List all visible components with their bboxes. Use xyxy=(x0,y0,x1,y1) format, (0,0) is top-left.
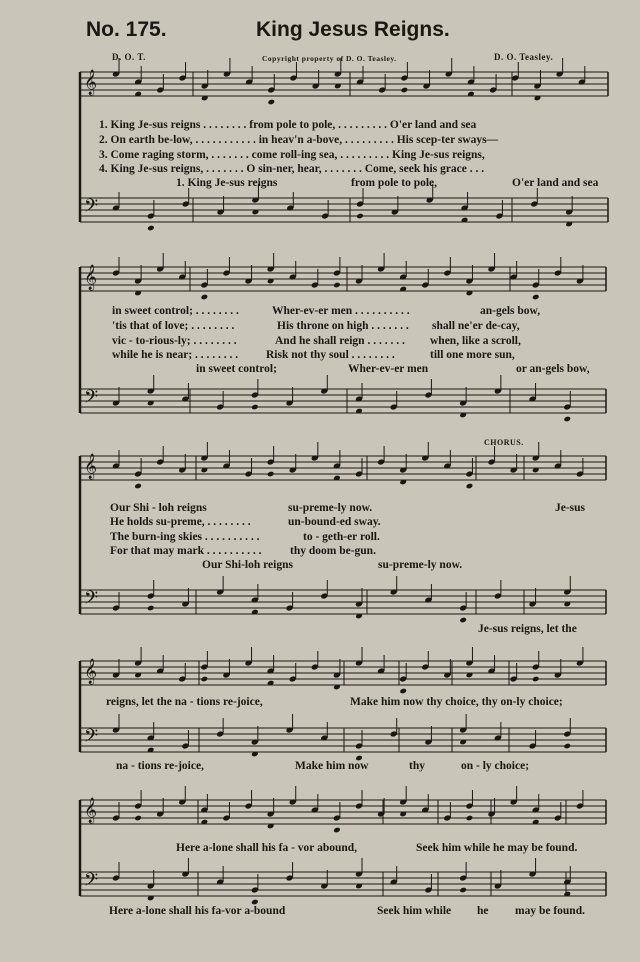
bass-lyric-4a: na - tions re-joice, xyxy=(116,760,204,772)
treble-clef-4: 𝄞 xyxy=(84,659,98,684)
verse-2-line-3a: He holds su-preme, . . . . . . . . xyxy=(110,516,251,528)
bass-3-note-lower xyxy=(459,617,467,624)
verse-1-line-3c: Je-sus xyxy=(555,502,586,514)
verse-1-line-1: 1. King Je-sus reigns . . . . . . . . from pole to pole, . . . . . . . . . O'er land and sea xyxy=(99,119,477,131)
hymn-number: No. 175. xyxy=(86,18,167,41)
treble-5-note-lower xyxy=(466,815,474,822)
bass-lyric-5c: he xyxy=(477,905,489,917)
verse-1-line-3b: su-preme-ly now. xyxy=(288,502,373,514)
verse-4-line-1: 4. King Je-sus reigns, . . . . . . . O sin-ner, hear, . . . . . . . Come, seek his grace . . . xyxy=(99,163,485,175)
words-by: D. O. T. xyxy=(112,52,146,62)
bass-2-note-lower xyxy=(251,404,259,411)
verse-1-line-3a: Our Shi - loh reigns xyxy=(110,502,207,514)
treble-lyric-5b: Seek him while he may be found. xyxy=(416,842,578,854)
bass-lyric-3c: Je-sus reigns, let the xyxy=(478,623,577,635)
verse-3-line-1: 3. Come raging storm, . . . . . . . come roll-ing sea, . . . . . . . . . King Je-sus reigns, xyxy=(99,149,485,161)
verse-4-line-2a: while he is near; . . . . . . . . xyxy=(112,349,239,361)
treble-4-note-lower xyxy=(399,688,407,695)
bass-4-note-lower xyxy=(563,743,571,750)
bass-lyric-4b: Make him now xyxy=(295,760,369,772)
verse-3-line-2b: And he shall reign . . . . . . . xyxy=(275,335,405,347)
treble-clef-3: 𝄞 xyxy=(84,454,98,479)
bass-lyric-1b: from pole to pole, xyxy=(351,177,438,189)
verse-3-line-3b: to - geth-er roll. xyxy=(303,531,380,543)
bass-lyric-5d: may be found. xyxy=(515,905,585,917)
bass-lyric-1c: O'er land and sea xyxy=(512,177,599,189)
bass-lyric-4c: thy xyxy=(409,760,425,772)
verse-3-line-2c: when, like a scroll, xyxy=(430,335,521,347)
music-by: D. O. Teasley. xyxy=(494,52,554,62)
bass-lyric-5b: Seek him while xyxy=(377,905,452,917)
bass-clef-2: 𝄢 xyxy=(84,387,99,412)
treble-4-note-lower xyxy=(532,676,540,683)
treble-lyric-5a: Here a-lone shall his fa - vor abound, xyxy=(176,842,358,854)
bass-1-note-lower xyxy=(356,213,364,220)
verse-1-line-2a: in sweet control; . . . . . . . . xyxy=(112,305,239,317)
treble-5-note-lower xyxy=(134,815,142,822)
verse-2-line-2a: 'tis that of love; . . . . . . . . xyxy=(112,320,235,332)
verse-4-line-3b: thy doom be-gun. xyxy=(290,545,376,557)
treble-1-note-lower xyxy=(267,99,275,106)
verse-2-line-1: 2. On earth be-low, . . . . . . . . . . . in heav'n a-bove, . . . . . . . . . His scep-ter sways— xyxy=(99,134,499,146)
bass-clef-3: 𝄢 xyxy=(84,588,99,613)
chorus-label: CHORUS. xyxy=(484,438,524,447)
bass-2-note-lower xyxy=(563,416,571,423)
verse-4-line-2b: Risk not thy soul . . . . . . . . xyxy=(266,349,395,361)
treble-lyric-4a: reigns, let the na - tions re-joice, xyxy=(106,696,263,708)
bass-clef-4: 𝄢 xyxy=(84,726,99,751)
bass-lyric-3b: su-preme-ly now. xyxy=(378,559,463,571)
verse-1-line-2c: an-gels bow, xyxy=(480,305,541,317)
hymn-title: King Jesus Reigns. xyxy=(256,18,450,41)
verse-2-line-2c: shall ne'er de-cay, xyxy=(432,320,520,332)
treble-3-note-lower xyxy=(134,483,142,490)
verse-1-line-2b: Wher-ev-er men . . . . . . . . . . xyxy=(272,305,410,317)
verse-2-line-3b: un-bound-ed sway. xyxy=(288,516,381,528)
bass-clef-1: 𝄢 xyxy=(84,196,99,221)
treble-3-note-lower xyxy=(466,483,474,490)
treble-2-note-lower xyxy=(333,282,341,289)
treble-2-note-lower xyxy=(532,294,540,301)
treble-clef-2: 𝄞 xyxy=(84,265,98,290)
treble-5-note-lower xyxy=(333,827,341,834)
bass-lyric-3a: Our Shi-loh reigns xyxy=(202,559,293,571)
verse-3-line-3a: The burn-ing skies . . . . . . . . . . xyxy=(110,531,260,543)
bass-lyric-4d: on - ly choice; xyxy=(461,760,530,772)
treble-clef-5: 𝄞 xyxy=(84,798,98,823)
treble-clef-1: 𝄞 xyxy=(84,70,98,95)
verse-3-line-2a: vic - to-rious-ly; . . . . . . . . xyxy=(112,335,237,347)
treble-4-note-lower xyxy=(201,676,209,683)
bass-clef-5: 𝄢 xyxy=(84,870,99,895)
treble-2-note-lower xyxy=(201,294,209,301)
verse-4-line-2c: till one more sun, xyxy=(430,349,515,361)
treble-1-note-lower xyxy=(401,87,409,94)
bass-lyric-1a: 1. King Je-sus reigns xyxy=(176,177,278,189)
bass-lyric-2a: in sweet control; xyxy=(196,363,277,375)
treble-3-note-lower xyxy=(267,471,275,478)
verse-2-line-2b: His throne on high . . . . . . . xyxy=(277,320,409,332)
bass-lyric-2c: or an-gels bow, xyxy=(516,363,590,375)
bass-1-note-lower xyxy=(147,225,155,232)
bass-lyric-2b: Wher-ev-er men xyxy=(348,363,429,375)
bass-lyric-5a: Here a-lone shall his fa-vor a-bound xyxy=(109,905,286,917)
bass-3-note-lower xyxy=(147,605,155,612)
treble-lyric-4b: Make him now thy choice, thy on-ly choice; xyxy=(350,696,563,708)
bass-5-note-lower xyxy=(459,887,467,894)
verse-4-line-3a: For that may mark . . . . . . . . . . xyxy=(110,545,262,557)
copyright-notice: Copyright property of D. O. Teasley. xyxy=(262,54,397,63)
